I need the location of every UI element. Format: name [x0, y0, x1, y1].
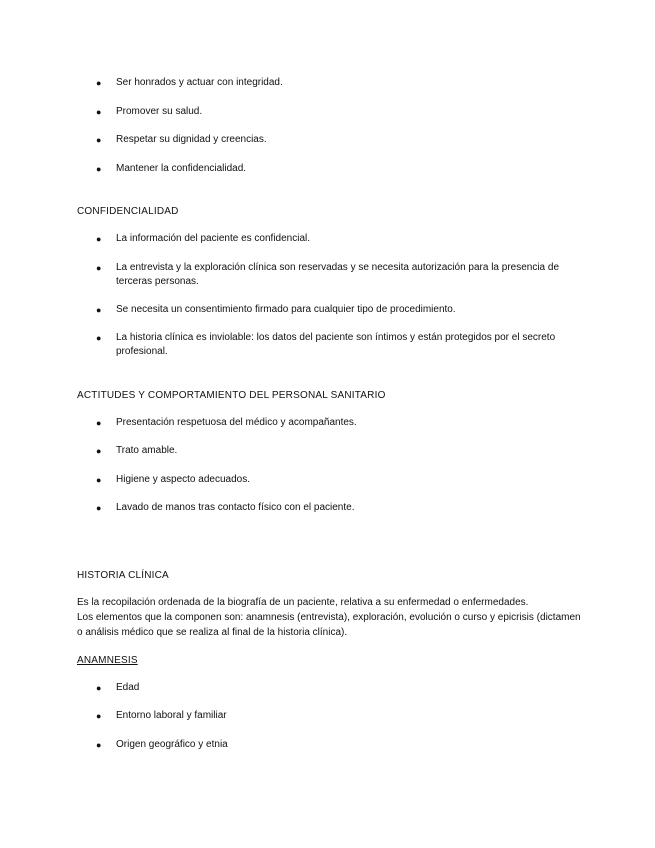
bullet-icon: ● — [96, 164, 102, 174]
paragraph-line: Es la recopilación ordenada de la biografía de un paciente, relativa a su enfermedad o enfermedades. — [77, 597, 529, 608]
list-item: ● Origen geográfico y etnia — [96, 739, 228, 750]
bullet-icon: ● — [96, 107, 102, 117]
list-item: ● La información del paciente es confidencial. — [96, 233, 311, 244]
section-heading-anamnesis: ANAMNESIS — [77, 655, 138, 666]
bullet-icon: ● — [96, 418, 102, 428]
list-item: ● Entorno laboral y familiar — [96, 710, 227, 721]
bullet-icon: ● — [96, 78, 102, 88]
list-item: ● Lavado de manos tras contacto físico con el paciente. — [96, 502, 355, 513]
list-item: ● La historia clínica es inviolable: los datos del paciente son íntimos y están protegidos por el secreto profesional. — [96, 332, 556, 357]
list-item: ● Higiene y aspecto adecuados. — [96, 474, 250, 485]
bullet-icon: ● — [96, 711, 102, 721]
section-heading-confidencialidad: CONFIDENCIALIDAD — [77, 206, 179, 217]
bullet-icon: ● — [96, 446, 102, 456]
section-heading-historia-clinica: HISTORIA CLÍNICA — [77, 570, 169, 581]
list-item: ● Respetar su dignidad y creencias. — [96, 134, 267, 145]
bullet-icon: ● — [96, 305, 102, 315]
list-item: ● Ser honrados y actuar con integridad. — [96, 77, 283, 88]
bullet-icon: ● — [96, 333, 102, 343]
list-item: ● Trato amable. — [96, 445, 178, 456]
bullet-icon: ● — [96, 475, 102, 485]
historia-clinica-paragraph — [77, 595, 587, 640]
list-item: ● Edad — [96, 682, 140, 693]
section-heading-actitudes: ACTITUDES Y COMPORTAMIENTO DEL PERSONAL SANITARIO — [77, 390, 386, 401]
list-item: ● Presentación respetuosa del médico y acompañantes. — [96, 417, 357, 428]
list-item: ● Promover su salud. — [96, 106, 203, 117]
bullet-icon: ● — [96, 263, 102, 273]
bullet-icon: ● — [96, 234, 102, 244]
bullet-icon: ● — [96, 740, 102, 750]
list-item: ● Mantener la confidencialidad. — [96, 163, 247, 174]
paragraph-line: Los elementos que la componen son: anamnesis (entrevista), exploración, evolución o curso y epicrisis (dictamen o análisis médico que se realiza al final de la historia clínica). — [77, 612, 581, 638]
bullet-icon: ● — [96, 503, 102, 513]
list-item: ● La entrevista y la exploración clínica son reservadas y se necesita autorización para la presencia de terceras personas. — [96, 262, 560, 287]
list-item: ● Se necesita un consentimiento firmado para cualquier tipo de procedimiento. — [96, 304, 456, 315]
bullet-icon: ● — [96, 683, 102, 693]
bullet-icon: ● — [96, 135, 102, 145]
